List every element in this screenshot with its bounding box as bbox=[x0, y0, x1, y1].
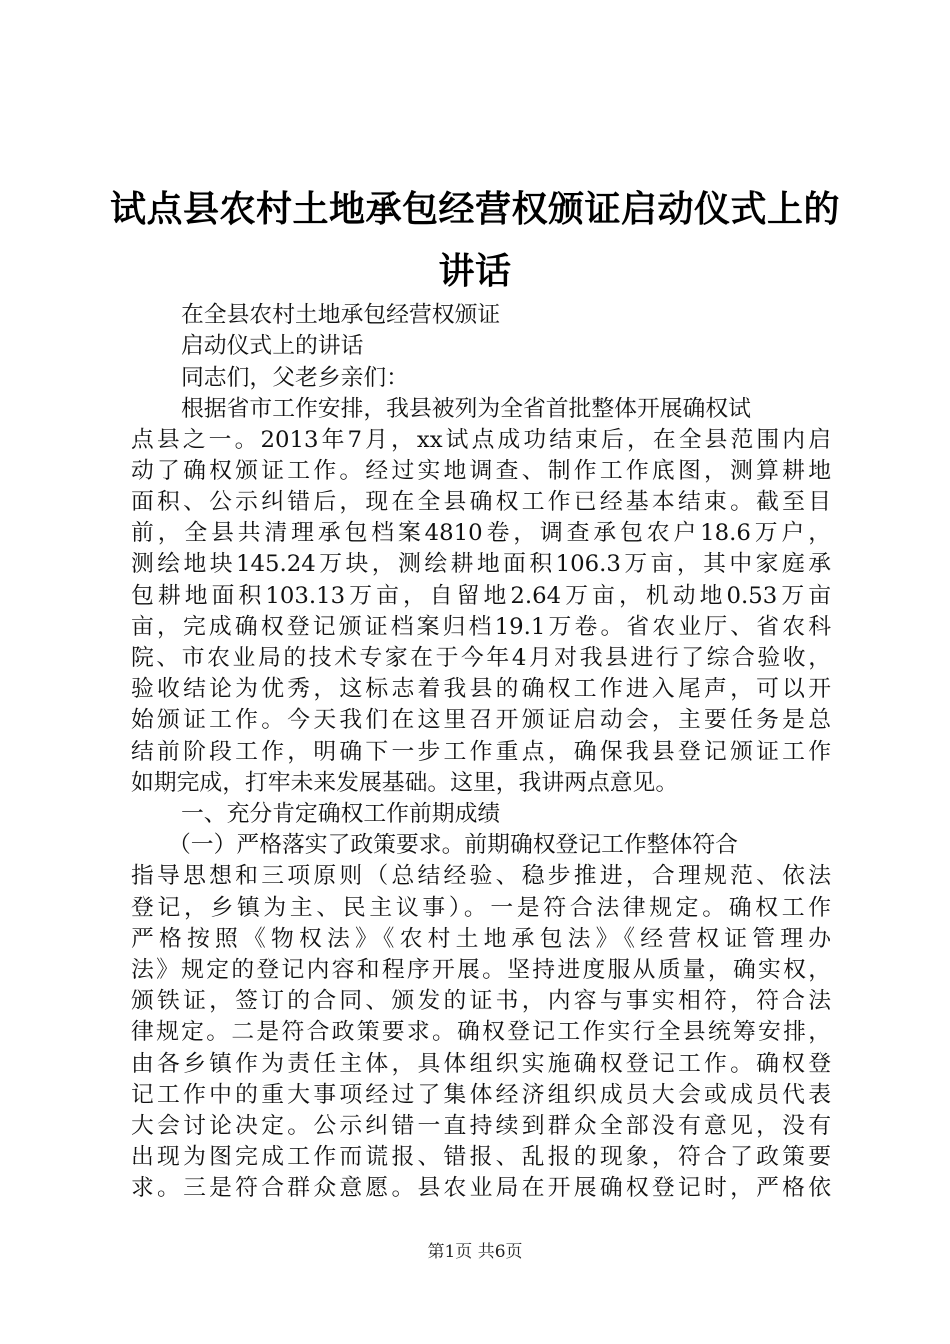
paragraph-line: 由各乡镇作为责任主体，具体组织实施确权登记工作。确权登 bbox=[131, 1051, 831, 1077]
page-number-footer: 第1页 共6页 bbox=[427, 1242, 523, 1262]
document-title-line-2: 讲话 bbox=[438, 251, 512, 292]
paragraph-line: 亩，完成确权登记颁证档案归档19.1万卷。省农业厅、省农科 bbox=[131, 614, 831, 640]
document-title-line-1: 试点县农村土地承包经营权颁证启动仪式上的 bbox=[110, 189, 841, 230]
paragraph-line: 颁铁证，签订的合同、颁发的证书，内容与事实相符，符合法 bbox=[131, 988, 831, 1014]
section-heading: 一、充分肯定确权工作前期成绩 bbox=[181, 801, 501, 827]
paragraph-line: 院、市农业局的技术专家在于今年4月对我县进行了综合验收， bbox=[131, 645, 831, 671]
paragraph-line: 面积、公示纠错后，现在全县确权工作已经基本结束。截至目 bbox=[131, 489, 831, 515]
paragraph-line: 根据省市工作安排，我县被列为全省首批整体开展确权试 bbox=[181, 396, 751, 422]
subtitle-line-2: 启动仪式上的讲话 bbox=[181, 333, 364, 359]
paragraph-line: 结前阶段工作，明确下一步工作重点，确保我县登记颁证工作 bbox=[131, 739, 831, 765]
paragraph-line: 出现为图完成工作而谎报、错报、乱报的现象，符合了政策要 bbox=[131, 1144, 831, 1170]
paragraph-line: 求。三是符合群众意愿。县农业局在开展确权登记时，严格依 bbox=[131, 1175, 831, 1201]
paragraph-line: 测绘地块145.24万块，测绘耕地面积106.3万亩，其中家庭承 bbox=[131, 551, 831, 577]
paragraph-line: 动了确权颁证工作。经过实地调查、制作工作底图，测算耕地 bbox=[131, 458, 831, 484]
paragraph-line: 前，全县共清理承包档案4810卷，调查承包农户18.6万户， bbox=[131, 520, 831, 546]
paragraph-line: 记工作中的重大事项经过了集体经济组织成员大会或成员代表 bbox=[131, 1082, 831, 1108]
paragraph-line: 验收结论为优秀，这标志着我县的确权工作进入尾声，可以开 bbox=[131, 676, 831, 702]
paragraph-line: 大会讨论决定。公示纠错一直持续到群众全部没有意见，没有 bbox=[131, 1113, 831, 1139]
paragraph-line: 包耕地面积103.13万亩，自留地2.64万亩，机动地0.53万亩 bbox=[131, 583, 831, 609]
paragraph-line: 登记，乡镇为主、民主议事）。一是符合法律规定。确权工作 bbox=[131, 895, 831, 921]
paragraph-line: 法》规定的登记内容和程序开展。坚持进度服从质量，确实权， bbox=[131, 957, 831, 983]
paragraph-line: 始颁证工作。今天我们在这里召开颁证启动会，主要任务是总 bbox=[131, 707, 831, 733]
paragraph-line: 律规定。二是符合政策要求。确权登记工作实行全县统筹安排， bbox=[131, 1019, 831, 1045]
paragraph-line: 指导思想和三项原则（总结经验、稳步推进，合理规范、依法 bbox=[131, 863, 831, 889]
paragraph-line: 如期完成，打牢未来发展基础。这里，我讲两点意见。 bbox=[131, 770, 679, 796]
salutation: 同志们，父老乡亲们： bbox=[181, 365, 409, 391]
paragraph-line: 点县之一。2013年7月，xx试点成功结束后，在全县范围内启 bbox=[131, 427, 831, 453]
subsection-heading-line: （一）严格落实了政策要求。前期确权登记工作整体符合 bbox=[168, 832, 738, 858]
paragraph-line: 严格按照《物权法》《农村土地承包法》《经营权证管理办 bbox=[131, 926, 831, 952]
subtitle-line-1: 在全县农村土地承包经营权颁证 bbox=[181, 302, 501, 328]
